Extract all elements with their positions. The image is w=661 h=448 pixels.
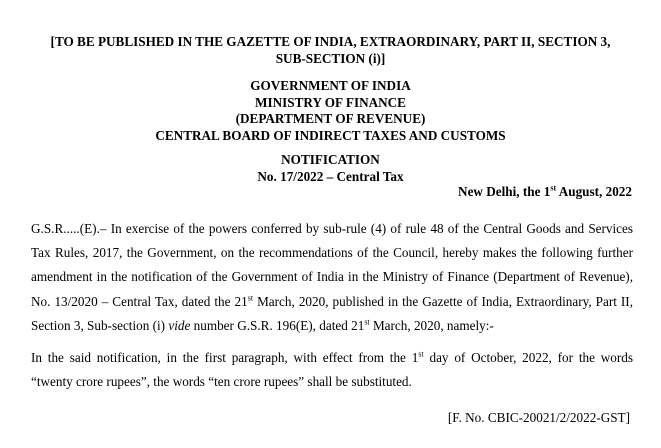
paragraph-line — [31, 346, 633, 370]
dateline-prefix: New Delhi, the 1 — [458, 184, 551, 199]
department-name: (DEPARTMENT OF REVENUE) — [235, 111, 426, 126]
ordinal-suffix: st — [247, 293, 254, 303]
text-run: March, 2020, published in the Gazette of India, Extraordinary, Part II, — [253, 293, 633, 309]
government-name: GOVERNMENT OF INDIA — [250, 78, 411, 93]
government-heading — [0, 78, 661, 144]
paragraph-line: “twenty crore rupees”, the words “ten crore rupees” shall be substituted. — [31, 374, 412, 390]
ordinal-suffix: st — [418, 349, 424, 359]
italic-word: vide — [168, 317, 191, 333]
text-run: Section 3, Sub-section (i) — [31, 317, 169, 333]
paragraph-line: G.S.R.....(E).– In exercise of the powers conferred by sub-rule (4) of rule 48 of the Central Goods and Services — [31, 221, 633, 236]
paragraph-line: amendment in the notification of the Government of India in the Ministry of Finance (Department of Revenue), — [31, 269, 633, 285]
text-run: day of October, 2022, for the words — [423, 350, 633, 365]
file-number: [F. No. CBIC-20021/2/2022-GST] — [447, 410, 630, 425]
ordinal-suffix: st — [364, 317, 370, 327]
gazette-heading — [0, 34, 661, 67]
board-name: CENTRAL BOARD OF INDIRECT TAXES AND CUSTOMS — [155, 127, 506, 143]
gazette-heading-line-1: [TO BE PUBLISHED IN THE GAZETTE OF INDIA, EXTRAORDINARY, PART II, SECTION 3, — [50, 34, 611, 49]
gazette-heading-line-2: SUB-SECTION (i)] — [275, 50, 386, 66]
paragraph-line — [31, 314, 633, 338]
paragraph-amendment — [31, 346, 633, 394]
ministry-name: MINISTRY OF FINANCE — [255, 94, 406, 110]
dateline-suffix: August, 2022 — [556, 184, 632, 199]
paragraph-line: Tax Rules, 2017, the Government, on the recommendations of the Council, hereby makes the following further — [31, 245, 633, 261]
text-run: number G.S.R. 196(E), dated 21 — [190, 317, 365, 333]
notification-title: NOTIFICATION — [281, 152, 380, 167]
notification-number: No. 17/2022 – Central Tax — [257, 168, 404, 184]
dateline — [458, 184, 632, 201]
text-run: In the said notification, in the first paragraph, with effect from the 1 — [31, 350, 419, 365]
notification-heading — [0, 152, 661, 185]
paragraph-line — [31, 290, 633, 314]
paragraph-preamble — [31, 217, 633, 338]
text-run: No. 13/2020 – Central Tax, dated the 21 — [31, 293, 248, 309]
dateline-ordinal: st — [550, 183, 557, 193]
text-run: March, 2020, namely:- — [369, 317, 494, 333]
